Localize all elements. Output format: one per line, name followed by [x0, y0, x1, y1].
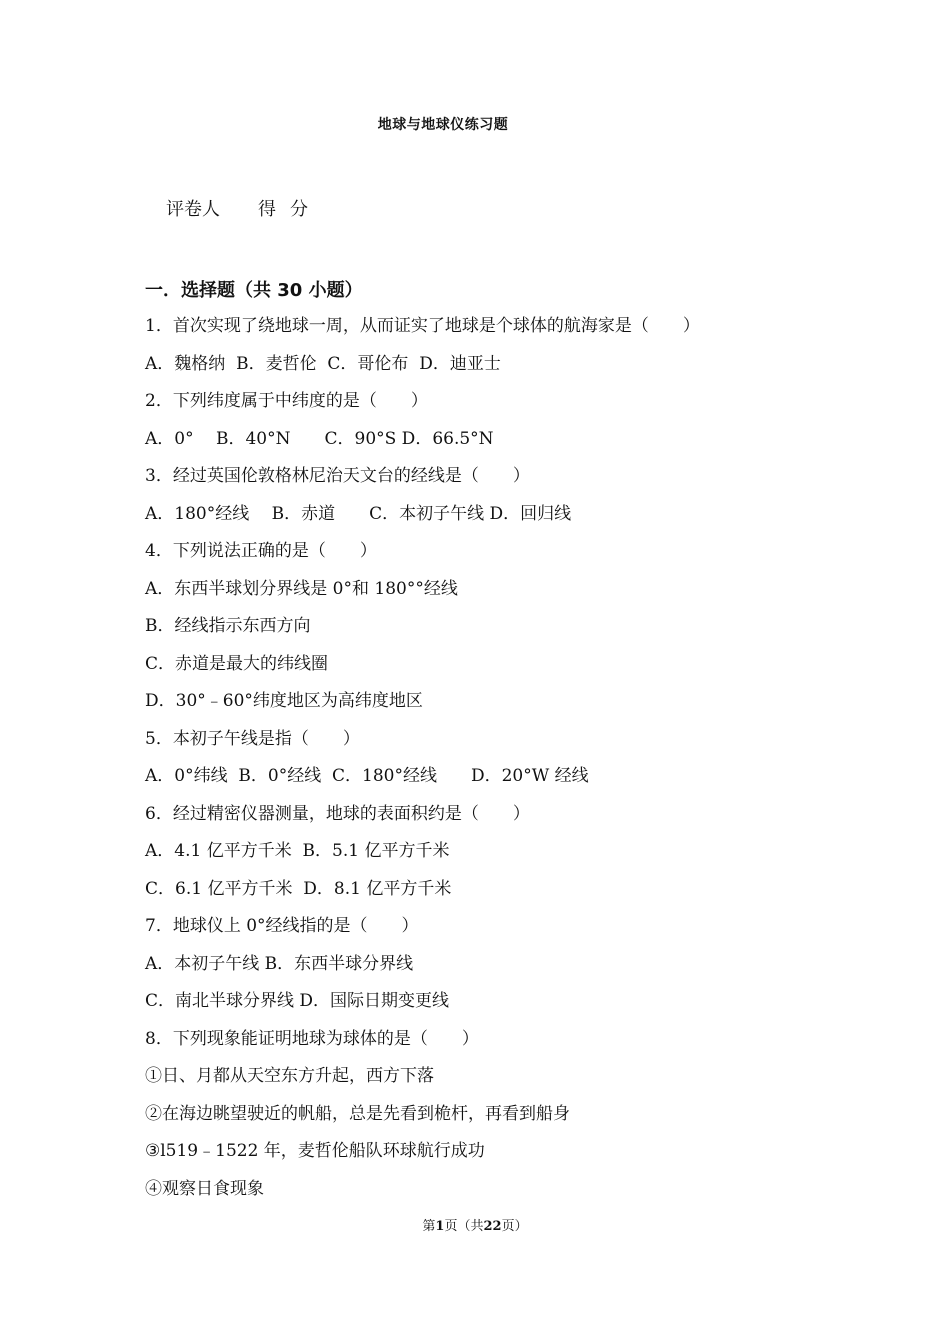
footer-suffix: 页）	[501, 1219, 528, 1234]
option-line: C．6.1 亿平方千米 D．8.1 亿平方千米	[145, 878, 452, 899]
option-line: A．180°经线 B．赤道 C．本初子午线 D．回归线	[145, 503, 572, 524]
footer-page-number: 1	[435, 1219, 445, 1234]
option-line: C．南北半球分界线 D．国际日期变更线	[145, 991, 450, 1011]
statement-line: ③l519﹣1522 年，麦哲伦船队环球航行成功	[145, 1141, 485, 1161]
statement-line: ④观察日食现象	[145, 1178, 264, 1199]
statement-line: ②在海边眺望驶近的帆船，总是先看到桅杆，再看到船身	[145, 1103, 570, 1124]
question-line: 1．首次实现了绕地球一周，从而证实了地球是个球体的航海家是（ ）	[145, 316, 700, 336]
footer-total-pages: 22	[483, 1219, 502, 1234]
option-line: C．赤道是最大的纬线圈	[145, 653, 329, 674]
section-heading: 一．选择题（共 30 小题）	[145, 280, 363, 301]
option-line: A．东西半球划分界线是 0°和 180°°经线	[145, 578, 458, 599]
question-line: 3．经过英国伦敦格林尼治天文台的经线是（ ）	[145, 466, 530, 486]
statement-line: ①日、月都从天空东方升起，西方下落	[145, 1066, 434, 1086]
question-line: 5．本初子午线是指（ ）	[145, 728, 360, 749]
question-line: 7．地球仪上 0°经线指的是（ ）	[145, 916, 419, 936]
option-line: B．经线指示东西方向	[145, 616, 311, 636]
score-label: 得分	[258, 199, 322, 220]
document-title: 地球与地球仪练习题	[377, 117, 509, 133]
option-line: A．0°纬线 B．0°经线 C．180°经线 D．20°W 经线	[145, 766, 589, 786]
question-line: 6．经过精密仪器测量，地球的表面积约是（ ）	[145, 803, 530, 824]
option-line: D．30°﹣60°纬度地区为高纬度地区	[145, 691, 423, 711]
option-line: A．0° B．40°N C．90°S D．66.5°N	[145, 428, 494, 449]
page-footer	[0, 1215, 950, 1234]
question-line: 2．下列纬度属于中纬度的是（ ）	[145, 391, 428, 411]
question-list	[145, 314, 865, 1214]
grading-box	[166, 195, 322, 221]
question-line: 4．下列说法正确的是（ ）	[145, 541, 377, 561]
question-line: 8．下列现象能证明地球为球体的是（ ）	[145, 1028, 479, 1049]
grader-label: 评卷人	[166, 199, 220, 220]
option-line: A．4.1 亿平方千米 B．5.1 亿平方千米	[145, 841, 450, 861]
footer-middle: 页（共	[444, 1219, 484, 1234]
footer-prefix: 第	[422, 1219, 436, 1234]
option-line: A．魏格纳 B．麦哲伦 C．哥伦布 D．迪亚士	[145, 353, 501, 374]
option-line: A．本初子午线 B．东西半球分界线	[145, 953, 414, 974]
